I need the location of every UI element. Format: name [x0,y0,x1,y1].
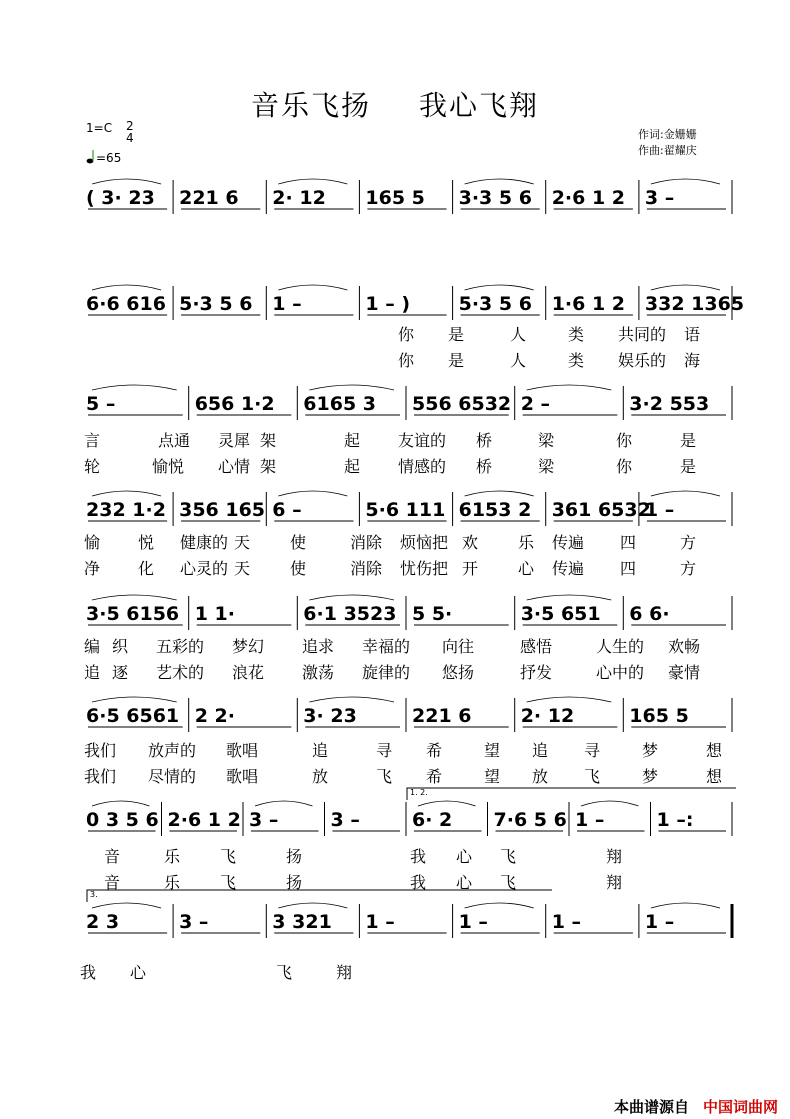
slur-arc [465,285,534,290]
slur-arc [278,285,347,290]
lyric-word: 是 [448,325,465,344]
measure-notes: 6 6· [629,603,670,625]
lyric-word: 飞 [276,963,293,982]
footer-source: 本曲谱源自 [613,1098,689,1116]
lyric-word: 放 [532,767,549,786]
lyric-word: 歌唱 [226,741,259,760]
lyric-word: 希 [426,767,443,786]
slur-arc [309,697,394,702]
measure-notes: 2· 12 [272,187,326,209]
measure-notes: 2 2· [194,705,235,727]
lyric-word: 类 [568,351,585,370]
lyric-word: 梁 [538,457,555,476]
measure-notes: 1 – [272,293,302,315]
measure-notes: 361 6532 [551,499,651,521]
lyric-word: 欢畅 [668,637,701,656]
measure-notes: 1 – [551,911,582,933]
slur-arc [651,285,720,290]
lyric-word: 方 [680,559,697,578]
lyric-word: 尽情的 [148,767,197,786]
lyric-word: 心 [518,559,535,578]
lyric-word: 开 [462,559,479,578]
slur-arc [651,179,720,184]
lyric-word: 你 [616,457,633,476]
quarter-note-icon [86,150,96,164]
lyric-word: 是 [448,351,465,370]
lyric-word: 方 [680,533,697,552]
footer [614,1096,778,1117]
measure-notes: 6153 2 [458,499,532,521]
lyric-word: 类 [568,325,585,344]
slur-arc [309,385,394,390]
time-signature: 2 4 [126,119,134,145]
lyric-word: 架 [260,431,277,450]
slur-arc [92,385,177,390]
volta-first [406,786,738,806]
lyric-word: 人 [510,325,527,344]
volta-second [86,888,554,908]
lyric-word: 飞 [500,873,517,892]
lyric-word: 海 [684,351,701,370]
measure-notes: 656 1·2 [194,393,275,415]
measure-notes: 221 6 [412,705,472,727]
tempo-mark: =65 [86,150,121,166]
lyric-word: 点通 [158,431,191,450]
lyric-word: 飞 [500,847,517,866]
lyric-word: 五彩的 [156,637,205,656]
lyric-word: 扬 [286,873,303,892]
footer-site: 中国词曲网 [702,1098,778,1116]
measure-notes: ( 3· 23 [86,187,155,209]
measure-notes: 3·3 5 6 [458,187,532,209]
lyric-word: 豪情 [668,663,701,682]
lyric-word: 追 [84,663,101,682]
lyric-word: 追 [312,741,329,760]
measure-notes: 5 5· [412,603,453,625]
measure-notes: 221 6 [179,187,239,209]
lyric-word: 我 [410,847,427,866]
lyric-word: 艺术的 [156,663,205,682]
lyric-word: 幸福的 [362,637,411,656]
measure-notes: 1 – ) [365,293,411,315]
slur-arc [92,801,150,806]
volta-second-label: 3. [90,890,98,899]
lyric-word: 共同的 [618,325,667,344]
measure-notes: 1 – [575,809,605,831]
lyric-word: 寻 [584,741,601,760]
lyric-word: 我们 [84,767,117,786]
measure-notes: 5 – [86,393,116,415]
lyric-word: 织 [112,637,129,656]
lyric-word: 人 [510,351,527,370]
slur-arc [527,385,612,390]
lyric-word: 愉悦 [152,457,185,476]
lyric-word: 灵犀 [218,431,251,450]
lyric-word: 追求 [302,637,335,656]
lyric-word: 扬 [286,847,303,866]
lyric-word: 我 [80,963,97,982]
lyric-word: 音 [104,847,121,866]
lyric-word: 传遍 [552,559,585,578]
lyric-word: 歌唱 [226,767,259,786]
lyric-word: 起 [344,431,361,450]
lyric-word: 忧伤把 [400,559,449,578]
lyric-word: 桥 [476,431,493,450]
lyric-word: 桥 [476,457,493,476]
measure-notes: 165 5 [365,187,425,209]
notation-staff [84,592,744,632]
lyric-word: 编 [84,637,101,656]
measure-notes: 2· 12 [520,705,575,727]
slur-arc [527,697,612,702]
lyric-word: 欢 [462,533,479,552]
key-signature: 1=C [86,121,113,135]
measure-notes: 3 – [179,911,209,933]
lyric-word: 天 [234,559,251,578]
lyric-word: 天 [234,533,251,552]
measure-notes: 3· 23 [303,705,357,727]
lyric-word: 放 [312,767,329,786]
lyric-word: 悠扬 [442,663,475,682]
measure-notes: 0 3 5 6 [86,809,159,831]
slur-arc [278,179,347,184]
lyric-word: 传遍 [552,533,585,552]
measure-notes: 2·6 1 2 [551,187,626,209]
lyric-word: 想 [706,741,723,760]
lyric-word: 心情 [218,457,251,476]
lyric-word: 健康的 [180,533,229,552]
lyric-word: 人生的 [596,637,645,656]
measure-notes: 5·6 111 [365,499,446,521]
measure-notes: 556 6532 [412,393,512,415]
lyric-word: 想 [706,767,723,786]
lyric-word: 烦恼把 [400,533,449,552]
notation-staff [84,382,744,422]
lyric-word: 言 [84,431,101,450]
slur-arc [92,595,177,600]
lyric-word: 是 [680,431,697,450]
lyric-word: 乐 [164,873,181,892]
lyric-word: 希 [426,741,443,760]
lyric-word: 音 [104,873,121,892]
lyric-word: 悦 [138,533,155,552]
measure-notes: 7·6 5 6 [493,809,567,831]
lyric-word: 翔 [336,963,353,982]
measure-notes: 232 1·2 [86,499,166,521]
lyric-word: 飞 [584,767,601,786]
measure-notes: 6·6 616 [86,293,166,315]
measure-notes: 1·6 1 2 [551,293,626,315]
volta-first-label: 1. 2. [410,788,428,797]
lyric-word: 浪花 [232,663,265,682]
measure-notes: 6 – [272,499,302,521]
lyric-word: 四 [620,533,637,552]
measure-notes: 2 – [520,393,551,415]
slur-arc [465,491,534,496]
lyric-word: 我们 [84,741,117,760]
measure-notes: 6·1 3523 [303,603,397,625]
lyric-word: 旋律的 [362,663,411,682]
measure-notes: 1 – [365,911,395,933]
lyric-word: 逐 [112,663,129,682]
lyric-word: 抒发 [520,663,553,682]
lyric-word: 你 [398,351,415,370]
measure-notes: 6165 3 [303,393,377,415]
measure-notes: 3 321 [272,911,332,933]
lyric-word: 娱乐的 [618,351,667,370]
measure-notes: 6·5 6561 [86,705,180,727]
lyric-word: 望 [484,767,501,786]
slur-arc [255,801,313,806]
lyric-word: 架 [260,457,277,476]
slur-arc [278,491,347,496]
lyric-word: 起 [344,457,361,476]
lyric-word: 消除 [350,559,383,578]
measure-notes: 1 – [644,499,675,521]
measure-notes: 2·6 1 2 [167,809,241,831]
page-title [0,84,790,124]
lyric-word: 追 [532,741,549,760]
lyric-word: 我 [410,873,427,892]
measure-notes: 3 – [330,809,360,831]
lyric-word: 心 [130,963,147,982]
composer: 作曲:翟耀庆 [638,144,697,157]
measure-notes: 3·5 651 [520,603,601,625]
measure-notes: 5·3 5 6 [179,293,253,315]
measure-notes: 1 – [458,911,488,933]
lyric-word: 语 [684,325,701,344]
lyric-word: 心 [456,873,473,892]
lyric-word: 翔 [606,873,623,892]
measure-notes: 3 – [249,809,279,831]
credits [638,127,697,159]
lyric-word: 飞 [376,767,393,786]
notation-staff [84,694,744,734]
lyric-word: 梦幻 [232,637,265,656]
lyric-word: 友谊的 [398,431,447,450]
measure-notes: 332 1365 [644,293,744,315]
lyric-word: 望 [484,741,501,760]
measure-notes: 165 5 [629,705,689,727]
lyric-word: 飞 [220,873,237,892]
slur-arc [465,179,534,184]
lyric-word: 向往 [442,637,475,656]
lyric-word: 梦 [642,767,659,786]
slur-arc [92,179,161,184]
lyric-word: 你 [616,431,633,450]
lyric-word: 梁 [538,431,555,450]
measure-notes: 1 1· [194,603,235,625]
lyric-word: 乐 [518,533,535,552]
lyric-word: 情感的 [398,457,447,476]
lyric-word: 你 [398,325,415,344]
lyric-word: 心灵的 [180,559,229,578]
lyric-word: 四 [620,559,637,578]
measure-notes: 1 – [644,911,675,933]
slur-arc [651,491,720,496]
lyric-word: 愉 [84,533,101,552]
slur-arc [92,285,161,290]
lyricist: 作词:金姗姗 [638,128,697,141]
lyric-word: 心 [456,847,473,866]
lyric-word: 使 [290,559,307,578]
measure-notes: 1 –: [656,809,694,831]
measure-notes: 3·5 6156 [86,603,180,625]
title-part1: 音乐飞扬 [250,89,371,122]
lyric-word: 飞 [220,847,237,866]
measure-notes: 3·2 553 [629,393,710,415]
lyric-word: 是 [680,457,697,476]
lyric-word: 寻 [376,741,393,760]
lyric-word: 消除 [350,533,383,552]
lyric-word: 感悟 [520,637,553,656]
notation-staff [84,176,744,216]
lyric-word: 激荡 [302,663,335,682]
slur-arc [309,595,394,600]
slur-arc [527,595,612,600]
notation-staff [84,282,744,322]
lyric-word: 使 [290,533,307,552]
slur-arc [92,491,161,496]
slur-arc [651,903,720,908]
lyric-word: 心中的 [596,663,645,682]
measure-notes: 3 – [644,187,675,209]
measure-notes: 5·3 5 6 [458,293,532,315]
title-part2: 我心飞翔 [419,89,540,122]
lyric-word: 梦 [642,741,659,760]
lyric-word: 放声的 [148,741,197,760]
key-info [86,119,134,166]
lyric-word: 翔 [606,847,623,866]
lyric-word: 乐 [164,847,181,866]
measure-notes: 356 165 [179,499,266,521]
measure-notes: 2 3 [86,911,120,933]
slur-arc [92,697,177,702]
notation-staff [84,488,744,528]
lyric-word: 化 [138,559,155,578]
lyric-word: 净 [84,559,101,578]
measure-notes: 6· 2 [412,809,453,831]
lyric-word: 轮 [84,457,101,476]
